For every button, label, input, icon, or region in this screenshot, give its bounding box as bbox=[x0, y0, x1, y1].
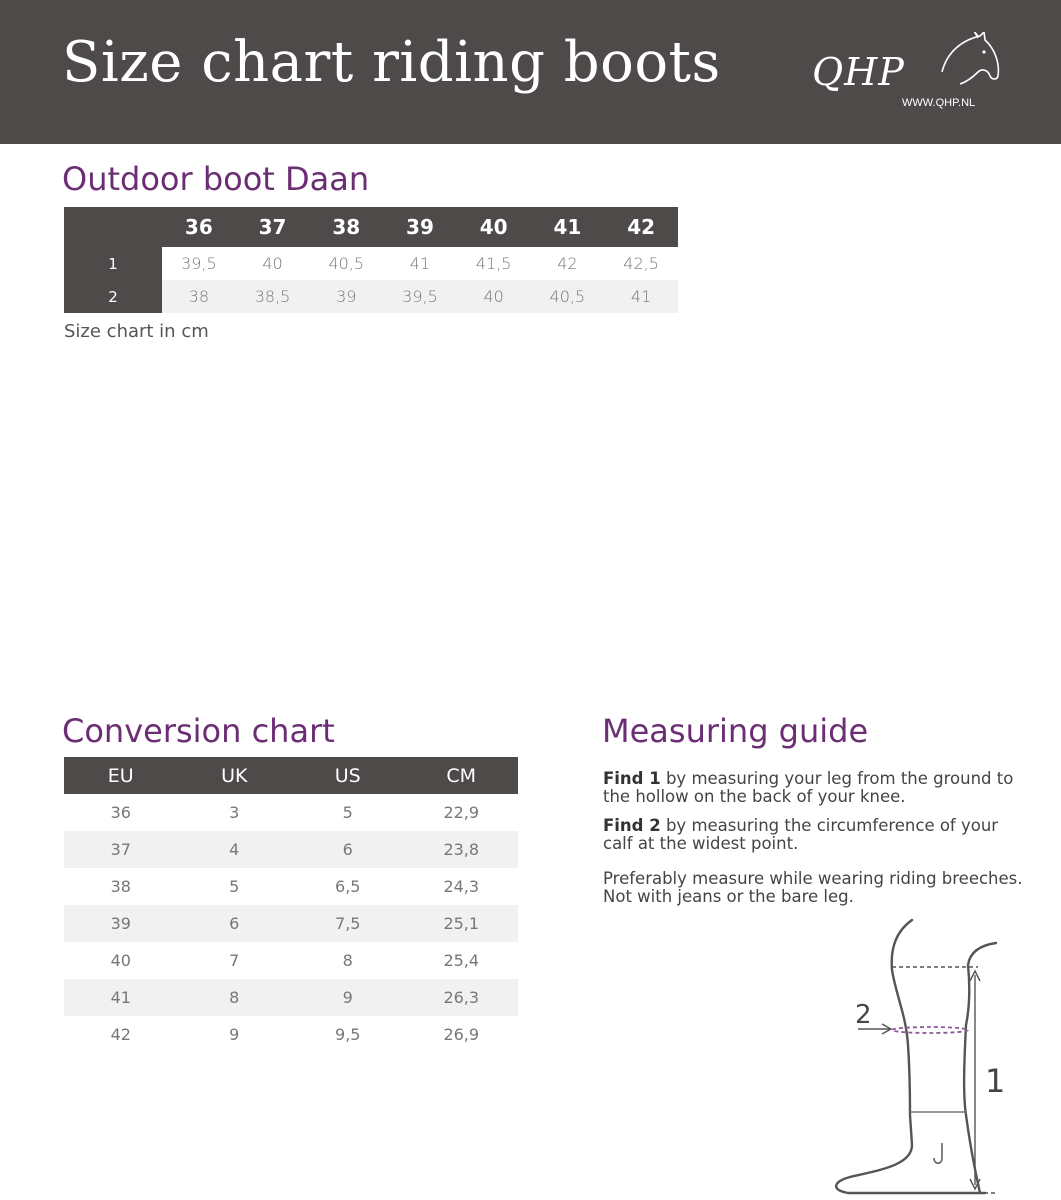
conversion-chart-title: Conversion chart bbox=[62, 712, 335, 750]
header-empty-cell bbox=[64, 207, 162, 247]
table-cell: 41 bbox=[604, 280, 678, 313]
table-cell: 40,5 bbox=[309, 247, 383, 280]
table-row bbox=[64, 979, 518, 1016]
measure-label-1: 1 bbox=[985, 1062, 1006, 1100]
table-cell: 42 bbox=[531, 247, 605, 280]
logo-text: QHP bbox=[812, 50, 905, 94]
table-row bbox=[64, 280, 678, 313]
conversion-table bbox=[64, 757, 518, 1053]
table-row bbox=[64, 905, 518, 942]
table-cell: 4 bbox=[178, 831, 292, 868]
size-header: 38 bbox=[309, 207, 383, 247]
size-header: 41 bbox=[531, 207, 605, 247]
table-cell: 8 bbox=[342, 951, 353, 970]
table-cell: 5 bbox=[229, 877, 240, 896]
table-cell: 39 bbox=[309, 280, 383, 313]
table-cell: 41 bbox=[64, 979, 178, 1016]
table-cell: 24,3 bbox=[443, 877, 480, 896]
size-header: 42 bbox=[604, 207, 678, 247]
table-cell: 37 bbox=[64, 831, 178, 868]
row-label: 1 bbox=[64, 247, 162, 280]
table-cell: 23,8 bbox=[405, 831, 519, 868]
size-header: 36 bbox=[162, 207, 236, 247]
conversion-table-header bbox=[64, 757, 518, 794]
table-cell: 36 bbox=[110, 803, 131, 822]
find-1-instruction bbox=[603, 770, 1023, 806]
measure-note: Preferably measure while wearing riding breeches. Not with jeans or the bare leg. bbox=[603, 869, 1023, 906]
table-row bbox=[64, 868, 518, 905]
table-cell: 7,5 bbox=[291, 905, 405, 942]
horse-head-icon bbox=[922, 32, 1002, 102]
table-cell: 42 bbox=[110, 1025, 131, 1044]
size-chart-note: Size chart in cm bbox=[64, 321, 209, 342]
table-cell: 6 bbox=[178, 905, 292, 942]
table-cell: 38,5 bbox=[236, 280, 310, 313]
table-row bbox=[64, 942, 518, 979]
table-cell: 38 bbox=[162, 280, 236, 313]
logo-url: WWW.QHP.NL bbox=[902, 97, 976, 109]
find-2-text: by measuring the circumference of your calf at the widest point. bbox=[603, 816, 999, 853]
table-cell: 40 bbox=[457, 280, 531, 313]
table-cell: 8 bbox=[178, 979, 292, 1016]
table-row bbox=[64, 1016, 518, 1053]
column-header: UK bbox=[178, 757, 292, 794]
find-2-instruction bbox=[603, 817, 1023, 853]
table-cell: 6 bbox=[291, 831, 405, 868]
table-cell: 40 bbox=[236, 247, 310, 280]
table-cell: 25,4 bbox=[443, 951, 480, 970]
table-cell: 3 bbox=[229, 803, 240, 822]
size-header: 39 bbox=[383, 207, 457, 247]
table-cell: 26,9 bbox=[443, 1025, 480, 1044]
table-cell: 38 bbox=[110, 877, 131, 896]
boot-size-table bbox=[64, 207, 678, 313]
table-cell: 26,3 bbox=[405, 979, 519, 1016]
page-title: Size chart riding boots bbox=[62, 30, 721, 95]
size-header: 40 bbox=[457, 207, 531, 247]
row-label: 2 bbox=[64, 280, 162, 313]
header-banner bbox=[0, 0, 1061, 144]
table-cell: 41,5 bbox=[457, 247, 531, 280]
table-cell: 39,5 bbox=[383, 280, 457, 313]
table-row bbox=[64, 831, 518, 868]
table-row bbox=[64, 247, 678, 280]
column-header: US bbox=[291, 757, 405, 794]
table-cell: 9 bbox=[291, 979, 405, 1016]
table-cell: 7 bbox=[229, 951, 240, 970]
size-header: 37 bbox=[236, 207, 310, 247]
table-cell: 42,5 bbox=[604, 247, 678, 280]
table-cell: 5 bbox=[342, 803, 353, 822]
table-cell: 6,5 bbox=[335, 877, 361, 896]
table-cell: 9,5 bbox=[335, 1025, 361, 1044]
table-cell: 41 bbox=[383, 247, 457, 280]
table-cell: 40 bbox=[110, 951, 131, 970]
table-row bbox=[64, 794, 518, 831]
table-cell: 39 bbox=[64, 905, 178, 942]
qhp-logo bbox=[812, 32, 1012, 122]
table-cell: 25,1 bbox=[405, 905, 519, 942]
table-cell: 39,5 bbox=[162, 247, 236, 280]
boot-chart-title: Outdoor boot Daan bbox=[62, 160, 370, 198]
find-1-text: by measuring your leg from the ground to the hollow on the back of your knee. bbox=[603, 769, 1014, 806]
table-cell: 40,5 bbox=[531, 280, 605, 313]
find-1-label: Find 1 bbox=[603, 769, 661, 788]
leg-diagram-icon bbox=[820, 915, 1020, 1200]
find-2-label: Find 2 bbox=[603, 816, 661, 835]
column-header: EU bbox=[64, 757, 178, 794]
boot-table-header bbox=[64, 207, 678, 247]
column-header: CM bbox=[405, 757, 519, 794]
table-cell: 22,9 bbox=[443, 803, 480, 822]
table-cell: 9 bbox=[229, 1025, 240, 1044]
measure-label-2: 2 bbox=[855, 1000, 872, 1030]
measuring-guide-title: Measuring guide bbox=[602, 712, 869, 750]
